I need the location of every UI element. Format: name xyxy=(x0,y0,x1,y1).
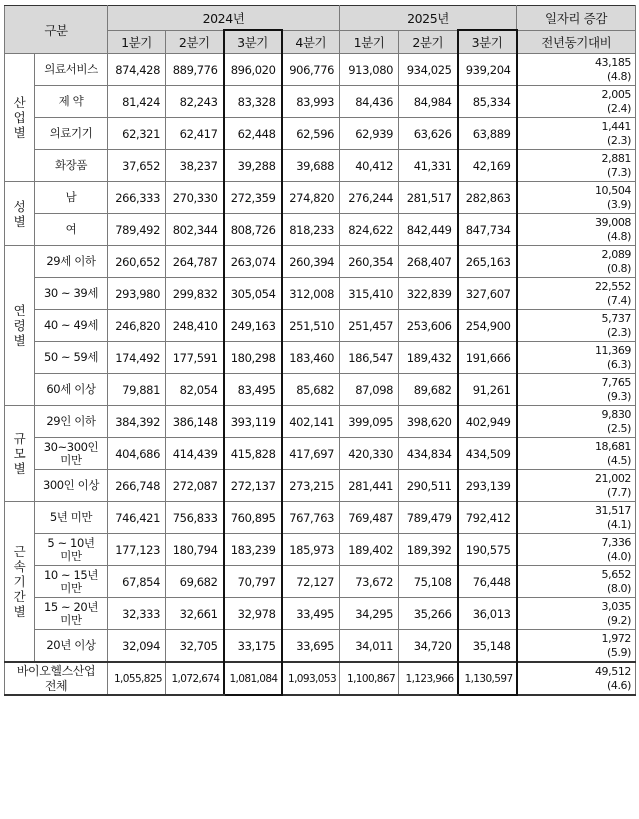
change-value: 5,737 xyxy=(601,312,632,325)
table-body xyxy=(5,54,636,696)
total-change-cell xyxy=(517,662,636,695)
change-value: 7,336 xyxy=(601,536,632,549)
group-label xyxy=(5,406,35,502)
value-cell: 82,243 xyxy=(166,86,224,118)
value-cell: 249,163 xyxy=(224,310,282,342)
table-row xyxy=(5,214,636,246)
change-cell xyxy=(517,438,636,470)
value-cell: 36,013 xyxy=(458,598,517,630)
value-cell: 32,705 xyxy=(166,630,224,663)
value-cell: 266,748 xyxy=(108,470,166,502)
total-value-cell: 1,072,674 xyxy=(166,662,224,695)
value-cell: 79,881 xyxy=(108,374,166,406)
group-label-char: 모 xyxy=(13,446,26,461)
value-cell: 756,833 xyxy=(166,502,224,534)
change-percent: (4.1) xyxy=(606,518,632,531)
value-cell: 38,237 xyxy=(166,150,224,182)
table-row xyxy=(5,438,636,470)
value-cell: 434,834 xyxy=(399,438,458,470)
change-value: 31,517 xyxy=(594,504,632,517)
header-year-2025: 2025년 xyxy=(340,6,517,31)
change-value: 2,881 xyxy=(601,152,632,165)
change-value: 11,369 xyxy=(594,344,632,357)
change-value: 5,652 xyxy=(601,568,632,581)
value-cell: 251,457 xyxy=(340,310,399,342)
row-label: 남 xyxy=(35,182,108,214)
value-cell: 398,620 xyxy=(399,406,458,438)
value-cell: 251,510 xyxy=(282,310,340,342)
value-cell: 260,354 xyxy=(340,246,399,278)
value-cell: 39,288 xyxy=(224,150,282,182)
row-label: 여 xyxy=(35,214,108,246)
value-cell: 34,720 xyxy=(399,630,458,663)
value-cell: 896,020 xyxy=(224,54,282,86)
value-cell: 290,511 xyxy=(399,470,458,502)
change-value: 2,005 xyxy=(601,88,632,101)
change-cell xyxy=(517,598,636,630)
value-cell: 62,417 xyxy=(166,118,224,150)
change-cell xyxy=(517,182,636,214)
value-cell: 327,607 xyxy=(458,278,517,310)
change-value: 22,552 xyxy=(594,280,632,293)
value-cell: 270,330 xyxy=(166,182,224,214)
value-cell: 299,832 xyxy=(166,278,224,310)
value-cell: 282,863 xyxy=(458,182,517,214)
header-2024-q2: 2분기 xyxy=(166,30,224,54)
change-cell xyxy=(517,118,636,150)
value-cell: 272,137 xyxy=(224,470,282,502)
value-cell: 183,239 xyxy=(224,534,282,566)
group-label-char: 별 xyxy=(13,333,26,348)
value-cell: 180,794 xyxy=(166,534,224,566)
value-cell: 266,333 xyxy=(108,182,166,214)
value-cell: 35,148 xyxy=(458,630,517,663)
value-cell: 415,828 xyxy=(224,438,282,470)
header-change-bottom: 전년동기대비 xyxy=(517,30,636,54)
value-cell: 83,993 xyxy=(282,86,340,118)
value-cell: 393,119 xyxy=(224,406,282,438)
change-cell xyxy=(517,342,636,374)
value-cell: 913,080 xyxy=(340,54,399,86)
row-label: 10 ~ 15년 미만 xyxy=(35,566,108,598)
change-value: 2,089 xyxy=(601,248,632,261)
change-cell xyxy=(517,246,636,278)
row-label: 29세 이하 xyxy=(35,246,108,278)
value-cell: 62,321 xyxy=(108,118,166,150)
value-cell: 417,697 xyxy=(282,438,340,470)
row-label: 30~300인 미만 xyxy=(35,438,108,470)
value-cell: 260,652 xyxy=(108,246,166,278)
row-label: 5년 미만 xyxy=(35,502,108,534)
group-label xyxy=(5,502,35,663)
value-cell: 824,622 xyxy=(340,214,399,246)
row-label: 30 ~ 39세 xyxy=(35,278,108,310)
change-value: 43,185 xyxy=(594,56,632,69)
value-cell: 420,330 xyxy=(340,438,399,470)
value-cell: 253,606 xyxy=(399,310,458,342)
value-cell: 174,492 xyxy=(108,342,166,374)
value-cell: 67,854 xyxy=(108,566,166,598)
value-cell: 934,025 xyxy=(399,54,458,86)
value-cell: 33,495 xyxy=(282,598,340,630)
group-label-char: 근 xyxy=(13,544,26,559)
group-label-char: 속 xyxy=(13,559,26,574)
table-row xyxy=(5,502,636,534)
change-cell xyxy=(517,86,636,118)
value-cell: 746,421 xyxy=(108,502,166,534)
row-label: 50 ~ 59세 xyxy=(35,342,108,374)
group-label xyxy=(5,182,35,246)
header-change-top: 일자리 증감 xyxy=(517,6,636,31)
value-cell: 177,123 xyxy=(108,534,166,566)
value-cell: 81,424 xyxy=(108,86,166,118)
value-cell: 260,394 xyxy=(282,246,340,278)
table-row xyxy=(5,310,636,342)
value-cell: 189,402 xyxy=(340,534,399,566)
change-value: 10,504 xyxy=(594,184,632,197)
row-label: 화장품 xyxy=(35,150,108,182)
group-label-char: 산 xyxy=(13,95,26,110)
group-label-char: 기 xyxy=(13,574,26,589)
value-cell: 246,820 xyxy=(108,310,166,342)
change-value: 1,441 xyxy=(601,120,632,133)
value-cell: 789,479 xyxy=(399,502,458,534)
change-percent: (3.9) xyxy=(606,198,632,211)
change-cell xyxy=(517,374,636,406)
table-row xyxy=(5,278,636,310)
header-2024-q1: 1분기 xyxy=(108,30,166,54)
value-cell: 32,333 xyxy=(108,598,166,630)
value-cell: 276,244 xyxy=(340,182,399,214)
total-label xyxy=(5,662,108,695)
value-cell: 76,448 xyxy=(458,566,517,598)
value-cell: 402,141 xyxy=(282,406,340,438)
value-cell: 264,787 xyxy=(166,246,224,278)
total-change-value: 49,512 xyxy=(594,665,632,678)
value-cell: 91,261 xyxy=(458,374,517,406)
table-row xyxy=(5,374,636,406)
change-value: 3,035 xyxy=(601,600,632,613)
value-cell: 399,095 xyxy=(340,406,399,438)
total-change-percent: (4.6) xyxy=(606,679,632,692)
value-cell: 87,098 xyxy=(340,374,399,406)
value-cell: 272,359 xyxy=(224,182,282,214)
value-cell: 39,688 xyxy=(282,150,340,182)
row-label: 15 ~ 20년 미만 xyxy=(35,598,108,630)
value-cell: 84,984 xyxy=(399,86,458,118)
change-value: 1,972 xyxy=(601,632,632,645)
value-cell: 802,344 xyxy=(166,214,224,246)
value-cell: 263,074 xyxy=(224,246,282,278)
value-cell: 190,575 xyxy=(458,534,517,566)
row-label: 20년 이상 xyxy=(35,630,108,663)
value-cell: 384,392 xyxy=(108,406,166,438)
value-cell: 274,820 xyxy=(282,182,340,214)
value-cell: 789,492 xyxy=(108,214,166,246)
change-percent: (2.5) xyxy=(606,422,632,435)
table-row xyxy=(5,118,636,150)
value-cell: 40,412 xyxy=(340,150,399,182)
value-cell: 34,295 xyxy=(340,598,399,630)
value-cell: 305,054 xyxy=(224,278,282,310)
value-cell: 322,839 xyxy=(399,278,458,310)
value-cell: 293,980 xyxy=(108,278,166,310)
value-cell: 32,978 xyxy=(224,598,282,630)
table-row xyxy=(5,406,636,438)
value-cell: 75,108 xyxy=(399,566,458,598)
group-label-char: 별 xyxy=(13,604,26,619)
value-cell: 183,460 xyxy=(282,342,340,374)
total-value-cell: 1,093,053 xyxy=(282,662,340,695)
value-cell: 254,900 xyxy=(458,310,517,342)
value-cell: 312,008 xyxy=(282,278,340,310)
table-row xyxy=(5,246,636,278)
change-percent: (4.8) xyxy=(606,70,632,83)
total-value-cell: 1,055,825 xyxy=(108,662,166,695)
group-label-char: 업 xyxy=(13,110,26,125)
value-cell: 186,547 xyxy=(340,342,399,374)
group-label-char: 별 xyxy=(13,213,26,229)
value-cell: 404,686 xyxy=(108,438,166,470)
row-label: 제 약 xyxy=(35,86,108,118)
header-2024-q3: 3분기 xyxy=(224,30,282,54)
table-row xyxy=(5,598,636,630)
group-label-char: 령 xyxy=(13,318,26,333)
value-cell: 402,949 xyxy=(458,406,517,438)
table-row xyxy=(5,342,636,374)
value-cell: 70,797 xyxy=(224,566,282,598)
value-cell: 939,204 xyxy=(458,54,517,86)
value-cell: 83,328 xyxy=(224,86,282,118)
change-value: 7,765 xyxy=(601,376,632,389)
group-label-char: 성 xyxy=(13,198,26,214)
group-label-char: 간 xyxy=(13,589,26,604)
row-label: 의료서비스 xyxy=(35,54,108,86)
change-value: 39,008 xyxy=(594,216,632,229)
group-label-char: 규 xyxy=(13,431,26,446)
group-label-char: 별 xyxy=(13,461,26,476)
value-cell: 842,449 xyxy=(399,214,458,246)
value-cell: 414,439 xyxy=(166,438,224,470)
value-cell: 41,331 xyxy=(399,150,458,182)
change-cell xyxy=(517,150,636,182)
total-row xyxy=(5,662,636,695)
value-cell: 818,233 xyxy=(282,214,340,246)
table-row xyxy=(5,150,636,182)
change-value: 18,681 xyxy=(594,440,632,453)
value-cell: 62,939 xyxy=(340,118,399,150)
value-cell: 889,776 xyxy=(166,54,224,86)
value-cell: 32,661 xyxy=(166,598,224,630)
value-cell: 32,094 xyxy=(108,630,166,663)
value-cell: 272,087 xyxy=(166,470,224,502)
change-cell xyxy=(517,214,636,246)
header-2025-q3: 3분기 xyxy=(458,30,517,54)
total-value-cell: 1,081,084 xyxy=(224,662,282,695)
value-cell: 268,407 xyxy=(399,246,458,278)
table-row xyxy=(5,566,636,598)
value-cell: 62,596 xyxy=(282,118,340,150)
value-cell: 63,889 xyxy=(458,118,517,150)
total-label-line2: 전체 xyxy=(44,678,68,693)
value-cell: 34,011 xyxy=(340,630,399,663)
change-cell xyxy=(517,630,636,663)
change-cell xyxy=(517,54,636,86)
row-label: 의료기기 xyxy=(35,118,108,150)
header-2025-q2: 2분기 xyxy=(399,30,458,54)
value-cell: 33,695 xyxy=(282,630,340,663)
value-cell: 62,448 xyxy=(224,118,282,150)
value-cell: 85,334 xyxy=(458,86,517,118)
value-cell: 185,973 xyxy=(282,534,340,566)
change-percent: (7.4) xyxy=(606,294,632,307)
total-value-cell: 1,130,597 xyxy=(458,662,517,695)
value-cell: 42,169 xyxy=(458,150,517,182)
total-value-cell: 1,123,966 xyxy=(399,662,458,695)
table-header xyxy=(5,6,636,54)
value-cell: 808,726 xyxy=(224,214,282,246)
value-cell: 767,763 xyxy=(282,502,340,534)
total-value-cell: 1,100,867 xyxy=(340,662,399,695)
header-2025-q1: 1분기 xyxy=(340,30,399,54)
group-label xyxy=(5,246,35,406)
change-cell xyxy=(517,534,636,566)
table-row xyxy=(5,534,636,566)
header-2024-q4: 4분기 xyxy=(282,30,340,54)
change-percent: (4.8) xyxy=(606,230,632,243)
value-cell: 35,266 xyxy=(399,598,458,630)
value-cell: 89,682 xyxy=(399,374,458,406)
employment-table-container xyxy=(4,5,636,696)
value-cell: 293,139 xyxy=(458,470,517,502)
change-percent: (9.3) xyxy=(606,390,632,403)
row-label: 29인 이하 xyxy=(35,406,108,438)
row-label: 5 ~ 10년 미만 xyxy=(35,534,108,566)
value-cell: 63,626 xyxy=(399,118,458,150)
value-cell: 85,682 xyxy=(282,374,340,406)
change-value: 9,830 xyxy=(601,408,632,421)
value-cell: 792,412 xyxy=(458,502,517,534)
change-percent: (4.5) xyxy=(606,454,632,467)
total-label-line1: 바이오헬스산업 xyxy=(16,663,96,678)
row-label: 300인 이상 xyxy=(35,470,108,502)
row-label: 60세 이상 xyxy=(35,374,108,406)
value-cell: 37,652 xyxy=(108,150,166,182)
group-label-char: 연 xyxy=(13,303,26,318)
table-row xyxy=(5,470,636,502)
change-percent: (2.4) xyxy=(606,102,632,115)
change-cell xyxy=(517,310,636,342)
value-cell: 82,054 xyxy=(166,374,224,406)
group-label-char: 별 xyxy=(13,125,26,140)
table-row xyxy=(5,182,636,214)
change-percent: (7.3) xyxy=(606,166,632,179)
table-row xyxy=(5,630,636,663)
change-percent: (6.3) xyxy=(606,358,632,371)
value-cell: 281,517 xyxy=(399,182,458,214)
value-cell: 180,298 xyxy=(224,342,282,374)
value-cell: 386,148 xyxy=(166,406,224,438)
value-cell: 84,436 xyxy=(340,86,399,118)
change-cell xyxy=(517,406,636,438)
header-year-2024: 2024년 xyxy=(108,6,340,31)
group-label xyxy=(5,54,35,182)
value-cell: 189,392 xyxy=(399,534,458,566)
value-cell: 874,428 xyxy=(108,54,166,86)
change-percent: (5.9) xyxy=(606,646,632,659)
value-cell: 177,591 xyxy=(166,342,224,374)
value-cell: 248,410 xyxy=(166,310,224,342)
value-cell: 73,672 xyxy=(340,566,399,598)
change-percent: (8.0) xyxy=(606,582,632,595)
header-category: 구분 xyxy=(5,6,108,54)
change-cell xyxy=(517,502,636,534)
value-cell: 83,495 xyxy=(224,374,282,406)
change-cell xyxy=(517,278,636,310)
value-cell: 769,487 xyxy=(340,502,399,534)
row-label: 40 ~ 49세 xyxy=(35,310,108,342)
change-percent: (4.0) xyxy=(606,550,632,563)
change-value: 21,002 xyxy=(594,472,632,485)
value-cell: 33,175 xyxy=(224,630,282,663)
change-percent: (2.3) xyxy=(606,134,632,147)
change-percent: (0.8) xyxy=(606,262,632,275)
value-cell: 191,666 xyxy=(458,342,517,374)
change-cell xyxy=(517,566,636,598)
change-cell xyxy=(517,470,636,502)
table-row xyxy=(5,54,636,86)
value-cell: 273,215 xyxy=(282,470,340,502)
value-cell: 315,410 xyxy=(340,278,399,310)
change-percent: (2.3) xyxy=(606,326,632,339)
value-cell: 760,895 xyxy=(224,502,282,534)
change-percent: (7.7) xyxy=(606,486,632,499)
value-cell: 189,432 xyxy=(399,342,458,374)
value-cell: 69,682 xyxy=(166,566,224,598)
value-cell: 265,163 xyxy=(458,246,517,278)
value-cell: 906,776 xyxy=(282,54,340,86)
value-cell: 72,127 xyxy=(282,566,340,598)
value-cell: 847,734 xyxy=(458,214,517,246)
table-row xyxy=(5,86,636,118)
change-percent: (9.2) xyxy=(606,614,632,627)
employment-table xyxy=(4,5,636,696)
value-cell: 434,509 xyxy=(458,438,517,470)
value-cell: 281,441 xyxy=(340,470,399,502)
